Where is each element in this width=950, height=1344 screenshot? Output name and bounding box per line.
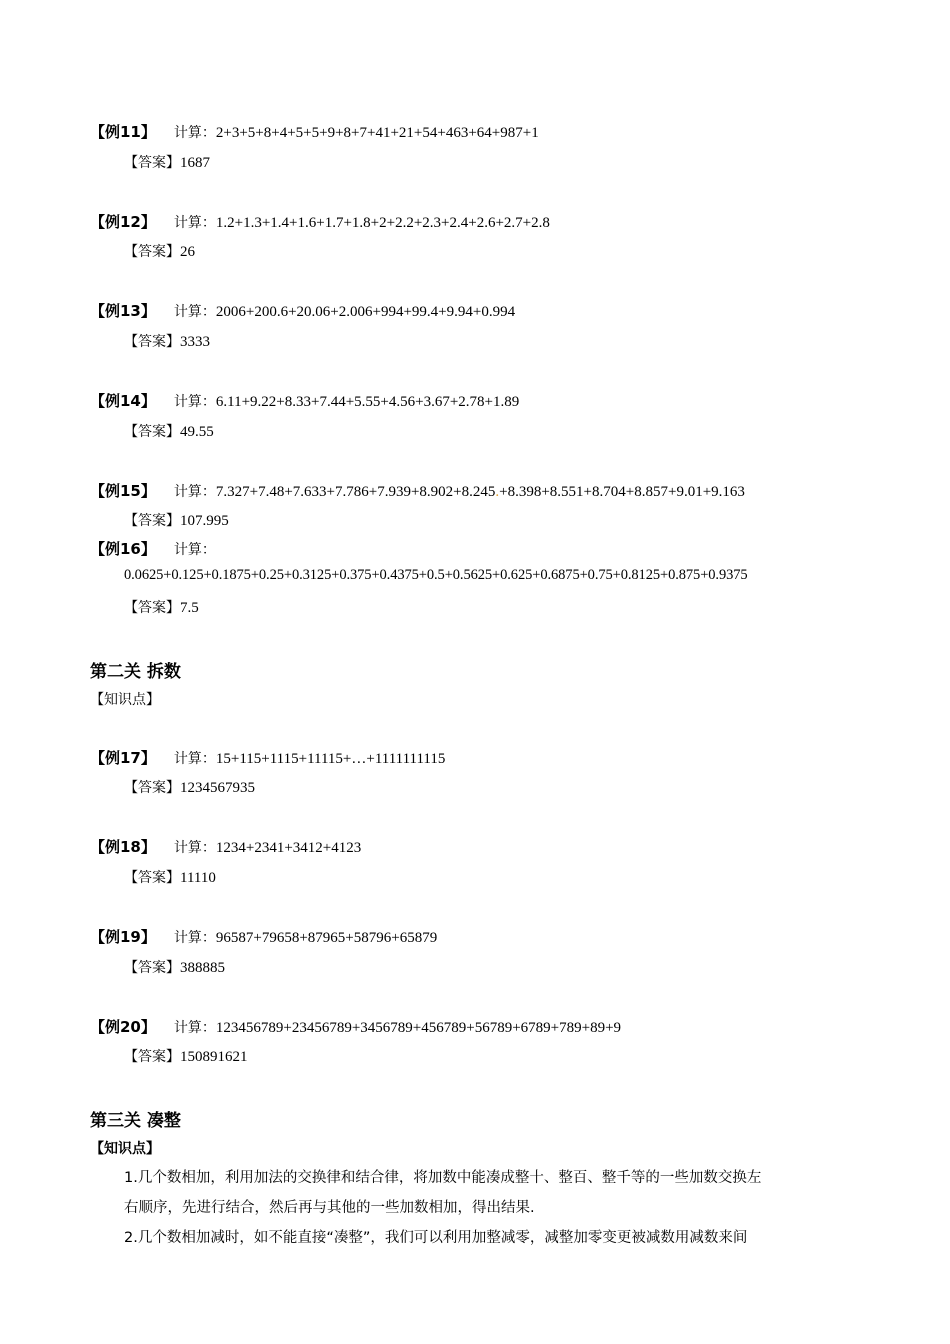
answer-value: 11110: [180, 870, 216, 886]
example-tag: 【例14】: [90, 392, 156, 410]
question-label: 计算：: [173, 542, 216, 558]
question-expression: 6.11+9.22+8.33+7.44+5.55+4.56+3.67+2.78+1.89: [215, 394, 520, 410]
example-13-heading: [90, 300, 515, 321]
section-2-title: 第二关 拆数: [90, 662, 181, 682]
example-13-answer: [124, 331, 210, 351]
example-16-heading: [90, 538, 216, 559]
question-expression: 2006+200.6+20.06+2.006+994+99.4+9.94+0.994: [215, 304, 516, 320]
answer-label: 【答案】: [124, 513, 180, 529]
example-tag: 【例13】: [90, 302, 156, 320]
question-expression: 1234+2341+3412+4123: [215, 840, 362, 856]
question-label: 计算：: [173, 840, 216, 856]
answer-label: 【答案】: [124, 780, 180, 796]
answer-label: 【答案】: [124, 600, 180, 616]
answer-value: 388885: [180, 960, 225, 976]
question-label: 计算：: [173, 125, 216, 141]
stray-dot-mark: .: [495, 484, 500, 500]
example-tag: 【例20】: [90, 1018, 156, 1036]
question-expression: 1.2+1.3+1.4+1.6+1.7+1.8+2+2.2+2.3+2.4+2.6+2.7+2.8: [215, 215, 550, 231]
example-tag: 【例16】: [90, 540, 156, 558]
example-17-heading: [90, 747, 445, 768]
example-18-answer: [124, 867, 216, 887]
question-label: 计算：: [173, 394, 216, 410]
example-12-answer: [124, 241, 195, 261]
knowledge-paragraph-line-2: 右顺序，先进行结合，然后再与其他的一些加数相加，得出结果.: [124, 1200, 535, 1216]
example-20-heading: [90, 1016, 621, 1037]
answer-value: 49.55: [180, 424, 214, 440]
answer-label: 【答案】: [124, 870, 180, 886]
example-16-expression: 0.0625+0.125+0.1875+0.25+0.3125+0.375+0.4375+0.5+0.5625+0.625+0.6875+0.75+0.8125+0.875+0.9375: [124, 567, 748, 583]
question-label: 计算：: [173, 751, 216, 767]
answer-label: 【答案】: [124, 155, 180, 171]
question-label: 计算：: [173, 215, 216, 231]
knowledge-paragraph-line-3: 2.几个数相加减时，如不能直接“凑整”，我们可以利用加整减零，减整加零变更被减数用减数来间: [124, 1230, 748, 1246]
question-label: 计算：: [173, 304, 216, 320]
example-tag: 【例15】: [90, 482, 156, 500]
example-19-heading: [90, 926, 437, 947]
example-17-answer: [124, 777, 255, 797]
question-label: 计算：: [173, 484, 216, 500]
section-2-knowledge-heading: 【知识点】: [90, 692, 160, 708]
question-expression: 96587+79658+87965+58796+65879: [215, 930, 438, 946]
answer-value: 26: [180, 244, 195, 260]
answer-value: 1687: [180, 155, 210, 171]
example-tag: 【例12】: [90, 213, 156, 231]
example-18-heading: [90, 836, 361, 857]
question-label: 计算：: [173, 930, 216, 946]
question-label: 计算：: [173, 1020, 216, 1036]
example-14-answer: [124, 421, 214, 441]
example-12-heading: [90, 211, 550, 232]
answer-value: 150891621: [180, 1049, 248, 1065]
example-19-answer: [124, 957, 225, 977]
example-15-answer: [124, 510, 229, 530]
example-tag: 【例11】: [90, 123, 156, 141]
knowledge-paragraph-line-1: 1.几个数相加，利用加法的交换律和结合律，将加数中能凑成整十、整百、整千等的一些加数交换左: [124, 1170, 762, 1186]
example-tag: 【例17】: [90, 749, 156, 767]
answer-value: 3333: [180, 334, 210, 350]
example-11-heading: [90, 121, 539, 142]
question-expression-part-b: +8.398+8.551+8.704+8.857+9.01+9.163: [499, 484, 745, 500]
question-expression: 2+3+5+8+4+5+5+9+8+7+41+21+54+463+64+987+1: [215, 125, 539, 141]
example-11-answer: [124, 152, 210, 172]
answer-label: 【答案】: [124, 1049, 180, 1065]
example-tag: 【例18】: [90, 838, 156, 856]
answer-label: 【答案】: [124, 424, 180, 440]
example-14-heading: [90, 390, 519, 411]
answer-label: 【答案】: [124, 960, 180, 976]
question-expression: 123456789+23456789+3456789+456789+56789+6789+789+89+9: [215, 1020, 622, 1036]
section-3-title: 第三关 凑整: [90, 1111, 181, 1131]
answer-value: 1234567935: [180, 780, 255, 796]
example-20-answer: [124, 1046, 248, 1066]
answer-label: 【答案】: [124, 334, 180, 350]
example-15-heading: [90, 480, 745, 501]
answer-label: 【答案】: [124, 244, 180, 260]
example-tag: 【例19】: [90, 928, 156, 946]
example-16-answer: [124, 597, 199, 617]
question-expression: 15+115+1115+11115+…+1111111115: [215, 751, 446, 767]
question-expression-part-a: 7.327+7.48+7.633+7.786+7.939+8.902+8.245: [215, 484, 496, 500]
answer-value: 7.5: [180, 600, 199, 616]
section-3-knowledge-heading: 【知识点】: [90, 1141, 160, 1157]
answer-value: 107.995: [180, 513, 229, 529]
